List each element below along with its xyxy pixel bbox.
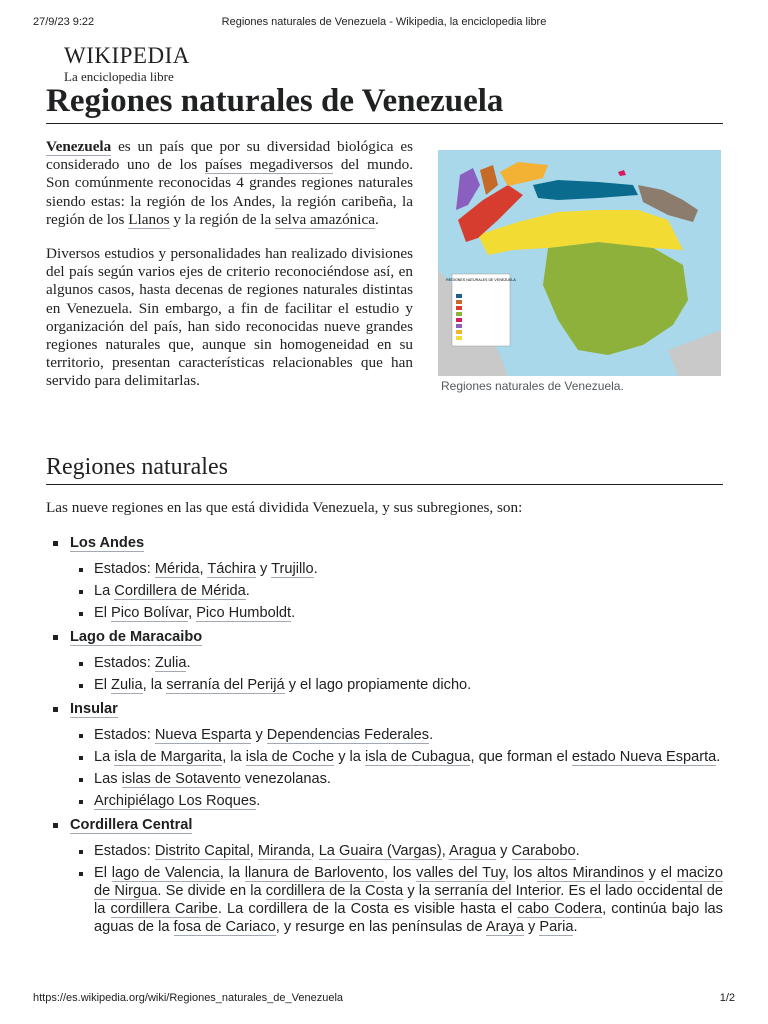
link-macizo-nirgua[interactable]: macizo de Nirgua	[94, 865, 723, 899]
link-zulia[interactable]: Zulia	[154, 655, 187, 671]
link-islas-sotavento[interactable]: islas de Sotavento	[121, 771, 241, 787]
link-pico-humboldt[interactable]: Pico Humboldt	[196, 605, 292, 621]
list-item: Las islas de Sotavento venezolanas.	[70, 770, 723, 788]
bullet	[53, 823, 58, 828]
bullet	[79, 568, 83, 572]
list-item: El lago de Valencia, la llanura de Barlovento, los valles del Tuy, los altos Mirandinos y el macizo de Nirgua. Se divide en la cordillera de la Costa y la serranía del Interior. Es el lado occidental de la cordillera Caribe. La cordillera de la Costa es visible hasta el cabo Codera, continúa bajo las aguas de la fosa de Cariaco, y resurge en las penínsulas de Araya y Paria.	[70, 864, 723, 936]
list-item: Estados: Mérida, Táchira y Trujillo.	[70, 560, 723, 578]
link-isla-margarita[interactable]: isla de Margarita	[114, 749, 223, 765]
link-carabobo[interactable]: Carabobo	[511, 843, 576, 859]
region-item	[46, 700, 723, 810]
bullet	[53, 635, 58, 640]
bullet	[79, 734, 83, 738]
intro-paragraph-1: Venezuela es un país que por su diversidad biológica es considerado uno de los países megadiversos del mundo. Son comúnmente reconocidas 4 grandes regiones naturales siendo estas: la región de los Andes, la región caribeña, la región de los Llanos y la región de la selva amazónica.	[46, 138, 414, 228]
venezuela-regions-map[interactable]	[438, 150, 721, 376]
link-araya[interactable]: Araya	[485, 919, 524, 935]
link-cordillera-costa[interactable]: cordillera de la Costa	[265, 883, 404, 899]
region-link-insular[interactable]: Insular	[70, 701, 118, 717]
map-legend-swatch	[456, 294, 462, 298]
link-nueva-esparta[interactable]: Nueva Esparta	[154, 727, 252, 743]
link-cabo-codera[interactable]: cabo Codera	[517, 901, 603, 917]
map-legend-swatch	[456, 312, 462, 316]
link-serrania-interior[interactable]: serranía del Interior	[434, 883, 561, 899]
map-legend-swatch	[456, 330, 462, 334]
figure-caption: Regiones naturales de Venezuela.	[441, 379, 624, 393]
link-zulia-2[interactable]: Zulia	[111, 677, 143, 693]
map-legend-swatch	[456, 336, 462, 340]
print-date: 27/9/23 9:22	[33, 16, 95, 28]
subregion-list	[70, 842, 723, 936]
bullet	[79, 684, 83, 688]
list-item: Estados: Distrito Capital, Miranda, La Guaira (Vargas), Aragua y Carabobo.	[70, 842, 723, 860]
region-item	[46, 816, 723, 936]
bullet	[79, 850, 83, 854]
list-item: El Zulia, la serranía del Perijá y el lago propiamente dicho.	[70, 676, 723, 694]
subregion-list	[70, 726, 723, 810]
map-legend-swatch	[456, 318, 462, 322]
subregion-list	[70, 654, 723, 694]
list-item: La isla de Margarita, la isla de Coche y la isla de Cubagua, que forman el estado Nueva Esparta.	[70, 748, 723, 766]
link-aragua[interactable]: Aragua	[449, 843, 497, 859]
link-lago-valencia[interactable]: lago de Valencia	[111, 865, 220, 881]
bullet	[79, 590, 83, 594]
region-link-lago-maracaibo[interactable]: Lago de Maracaibo	[70, 629, 203, 645]
bullet	[53, 541, 58, 546]
link-llanura-barlovento[interactable]: llanura de Barlovento	[244, 865, 384, 881]
section-intro: Las nueve regiones en las que está dividida Venezuela, y sus subregiones, son:	[46, 499, 523, 516]
list-item: Estados: Zulia.	[70, 654, 723, 672]
bullet	[79, 872, 83, 876]
region-item	[46, 534, 723, 622]
bullet	[79, 756, 83, 760]
link-estado-nueva-esparta[interactable]: estado Nueva Esparta	[571, 749, 717, 765]
bullet	[79, 800, 83, 804]
link-selva-amazonica[interactable]: selva amazónica	[275, 210, 375, 228]
print-url: https://es.wikipedia.org/wiki/Regiones_naturales_de_Venezuela	[33, 992, 344, 1004]
subregion-list	[70, 560, 723, 622]
link-distrito-capital[interactable]: Distrito Capital	[154, 843, 250, 859]
list-item: Estados: Nueva Esparta y Dependencias Federales.	[70, 726, 723, 744]
list-item: Archipiélago Los Roques.	[70, 792, 723, 810]
region-item	[46, 628, 723, 694]
list-item: El Pico Bolívar, Pico Humboldt.	[70, 604, 723, 622]
region-link-cordillera-central[interactable]: Cordillera Central	[70, 817, 193, 833]
map-legend-title: REGIONES NATURALES DE VENEZUELA	[446, 278, 516, 282]
map-legend-swatch	[456, 324, 462, 328]
section-heading: Regiones naturales	[46, 452, 723, 485]
link-tachira[interactable]: Táchira	[207, 561, 256, 577]
link-isla-cubagua[interactable]: isla de Cubagua	[364, 749, 471, 765]
link-fosa-cariaco[interactable]: fosa de Cariaco	[173, 919, 276, 935]
link-venezuela[interactable]: Venezuela	[46, 138, 112, 155]
print-title: Regiones naturales de Venezuela - Wikipedia, la enciclopedia libre	[221, 16, 547, 28]
link-valles-tuy[interactable]: valles del Tuy	[416, 865, 505, 881]
link-altos-mirandinos[interactable]: altos Mirandinos	[536, 865, 644, 881]
link-cordillera-caribe[interactable]: cordillera Caribe	[110, 901, 218, 917]
link-paises-megadiversos[interactable]: países megadiversos	[204, 156, 334, 174]
link-cordillera-merida[interactable]: Cordillera de Mérida	[114, 583, 246, 599]
wikipedia-logo[interactable]	[64, 43, 190, 84]
logo-wordmark: WIKIPEDIA	[64, 43, 190, 68]
regions-list	[46, 534, 723, 942]
link-dependencias-federales[interactable]: Dependencias Federales	[266, 727, 430, 743]
map-legend-swatch	[456, 300, 462, 304]
page-title: Regiones naturales de Venezuela	[46, 81, 723, 124]
bullet	[79, 612, 83, 616]
link-isla-coche[interactable]: isla de Coche	[245, 749, 335, 765]
map-legend-swatch	[456, 306, 462, 310]
bullet	[53, 707, 58, 712]
bullet	[79, 778, 83, 782]
link-serrania-perija[interactable]: serranía del Perijá	[166, 677, 285, 693]
link-trujillo[interactable]: Trujillo	[271, 561, 314, 577]
region-link-los-andes[interactable]: Los Andes	[70, 535, 145, 551]
map-figure	[438, 150, 721, 393]
link-miranda[interactable]: Miranda	[257, 843, 311, 859]
intro-paragraph-2: Diversos estudios y personalidades han realizado divisiones del país según varios ejes de criterio reconociéndose así, en algunos casos, hasta decenas de regiones naturales distintas en Venezuela. Sin embargo, a fin de facilitar el estudio y organización del país, han sido reconocidas nueve grandes regiones naturales que, aunque sin homogeneidad en su territorio, presentan características relacionables que han servido para delimitarlas.	[46, 245, 413, 390]
link-la-guaira[interactable]: La Guaira (Vargas)	[318, 843, 442, 859]
link-los-roques[interactable]: Archipiélago Los Roques	[94, 793, 257, 809]
list-item: La Cordillera de Mérida.	[70, 582, 723, 600]
link-paria[interactable]: Paria	[539, 919, 574, 935]
bullet	[79, 662, 83, 666]
link-merida[interactable]: Mérida	[154, 561, 200, 577]
intro-text	[46, 138, 413, 407]
logo-tagline: La enciclopedia libre	[64, 69, 174, 84]
link-llanos[interactable]: Llanos	[128, 210, 170, 228]
link-pico-bolivar[interactable]: Pico Bolívar	[111, 605, 189, 621]
page-number: 1/2	[719, 992, 735, 1004]
